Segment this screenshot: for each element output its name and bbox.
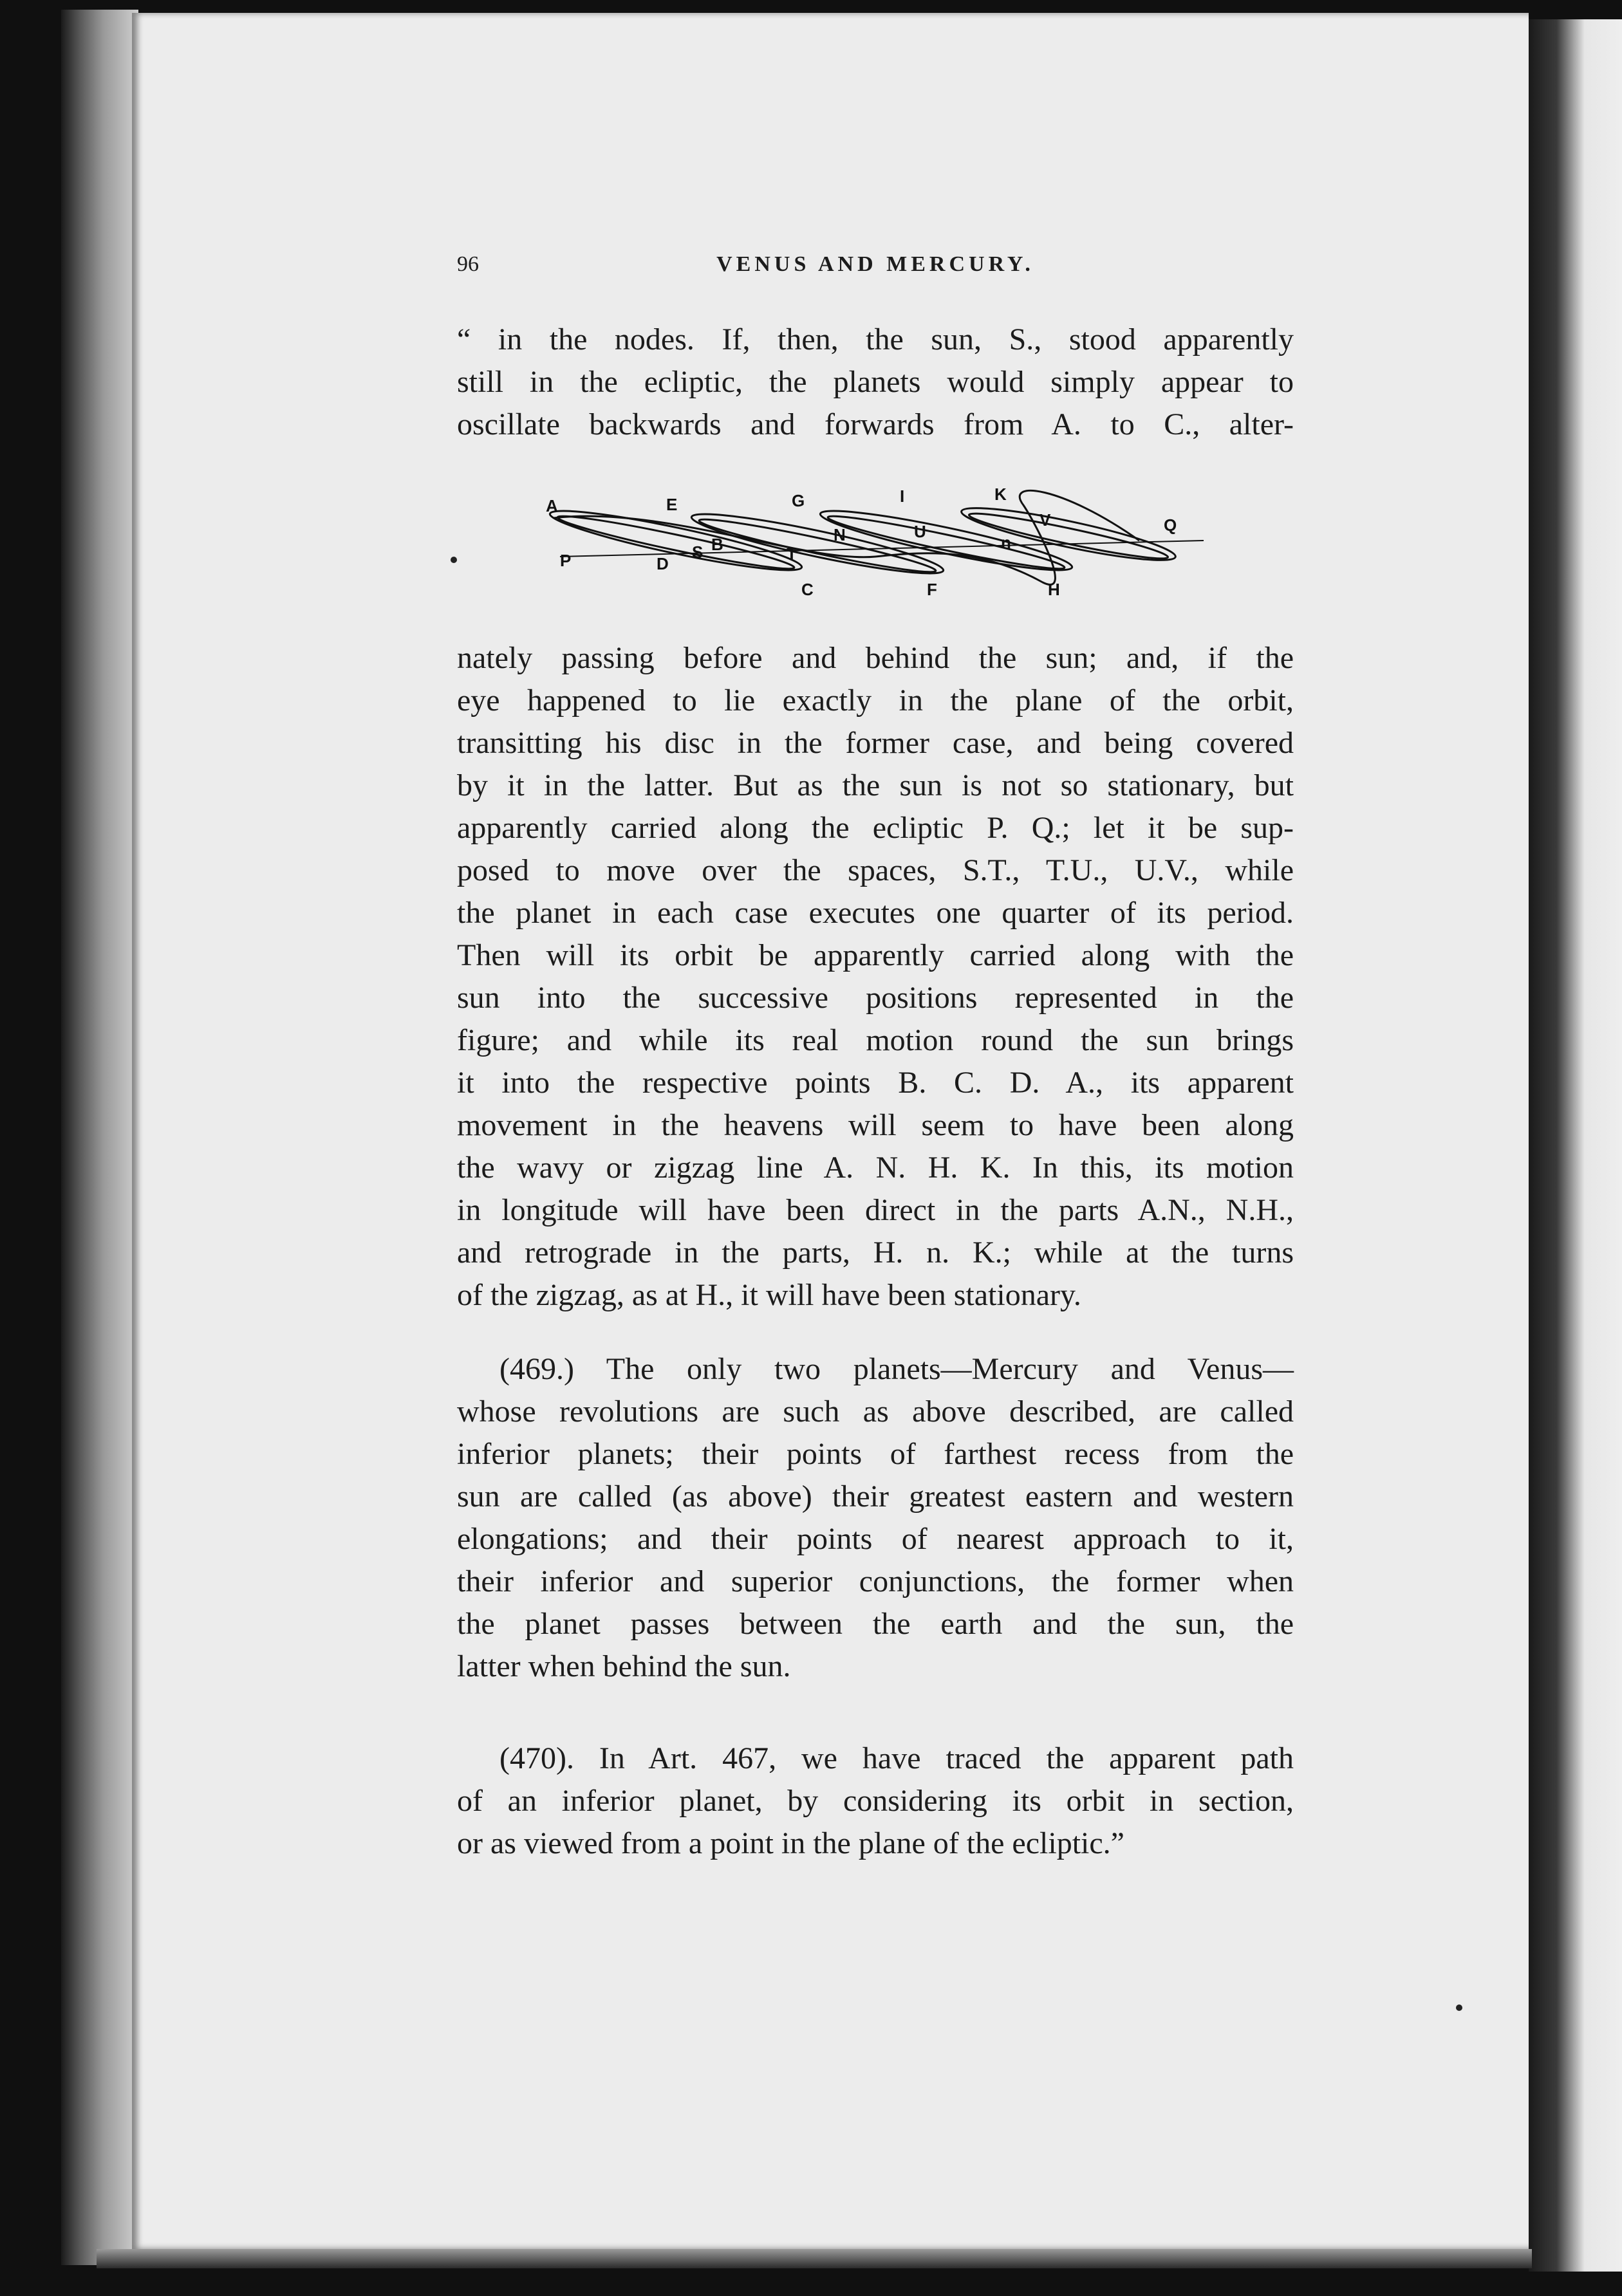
text-line: latter when behind the sun. (457, 1649, 791, 1683)
text-line: the wavy or zigzag line A. N. H. K. In this, its motion (457, 1151, 1294, 1185)
paragraph-2 (457, 637, 1294, 1317)
label-T: T (787, 544, 797, 564)
text-line: or as viewed from a point in the plane of the ecliptic.” (457, 1826, 1124, 1860)
text-line: (470). In Art. 467, we have traced the apparent path (499, 1741, 1294, 1775)
binding-shadow-left (61, 10, 138, 2265)
text-line: oscillate backwards and forwards from A. to C., alter- (457, 407, 1294, 441)
text-line: the planet in each case executes one quarter of its period. (457, 896, 1294, 930)
label-G: G (792, 491, 805, 510)
label-C: C (801, 580, 814, 599)
text-line: movement in the heavens will seem to have been along (457, 1108, 1294, 1142)
text-line: inferior planets; their points of farthest recess from the (457, 1437, 1294, 1471)
adjacent-page-edge (1529, 19, 1622, 2272)
text-line: still in the ecliptic, the planets would simply appear to (457, 365, 1294, 399)
label-D: D (657, 554, 669, 573)
text-line: the planet passes between the earth and the sun, the (457, 1607, 1294, 1641)
paragraph-1 (457, 319, 1294, 446)
orbit-ellipse (689, 505, 946, 583)
text-line: sun are called (as above) their greatest eastern and western (457, 1479, 1294, 1514)
orbit-ellipse-inner (967, 507, 1170, 564)
label-E: E (666, 495, 678, 514)
page-number: 96 (457, 252, 479, 276)
orbit-figure (534, 479, 1216, 615)
text-line: and retrograde in the parts, H. n. K.; while at the turns (457, 1236, 1294, 1270)
text-line: whose revolutions are such as above described, are called (457, 1394, 1294, 1429)
zigzag-orbit-diagram (534, 479, 1216, 615)
orbit-ellipse-inner (698, 513, 938, 579)
text-line: elongations; and their points of nearest approach to it, (457, 1522, 1294, 1556)
text-line: by it in the latter. But as the sun is not so stationary, but (457, 768, 1294, 802)
text-line: figure; and while its real motion round the sun brings (457, 1023, 1294, 1057)
label-U: U (914, 522, 926, 541)
text-line: of an inferior planet, by considering its orbit in section, (457, 1784, 1294, 1818)
label-V: V (1039, 510, 1051, 530)
text-line: Then will its orbit be apparently carried along with the (457, 938, 1294, 972)
text-line: apparently carried along the ecliptic P. Q.; let it be sup- (457, 811, 1294, 845)
text-line: posed to move over the spaces, S.T., T.U., U.V., while (457, 853, 1294, 887)
label-A: A (546, 496, 558, 515)
text-line: sun into the successive positions represented in the (457, 981, 1294, 1015)
label-P: P (560, 551, 572, 570)
text-line: it into the respective points B. C. D. A., its apparent (457, 1066, 1294, 1100)
running-title: VENUS AND MERCURY. (716, 252, 1034, 276)
ink-speck (1456, 2004, 1462, 2011)
ink-speck (451, 557, 457, 563)
text-line: eye happened to lie exactly in the plane of the orbit, (457, 683, 1294, 718)
label-F: F (927, 580, 937, 599)
label-Q: Q (1164, 515, 1177, 535)
paragraph-469 (457, 1348, 1294, 1688)
label-H: H (1048, 580, 1060, 599)
text-line: of the zigzag, as at H., it will have been stationary. (457, 1278, 1081, 1312)
label-B: B (711, 535, 723, 554)
text-line: “ in the nodes. If, then, the sun, S., stood apparently (457, 322, 1294, 356)
running-head (457, 252, 1294, 291)
text-line: their inferior and superior conjunctions, the former when (457, 1564, 1294, 1598)
text-line: in longitude will have been direct in the parts A.N., N.H., (457, 1193, 1294, 1227)
paragraph-470 (457, 1737, 1294, 1865)
text-line: (469.) The only two planets—Mercury and Venus— (499, 1352, 1294, 1386)
label-I: I (900, 486, 905, 506)
label-S: S (692, 542, 704, 562)
text-line: transitting his disc in the former case, and being covered (457, 726, 1294, 760)
label-N: N (834, 525, 846, 544)
label-n: n (1001, 533, 1011, 552)
page-bottom-edge (97, 2249, 1532, 2268)
text-line: nately passing before and behind the sun; and, if the (457, 641, 1294, 675)
label-K: K (994, 485, 1007, 504)
